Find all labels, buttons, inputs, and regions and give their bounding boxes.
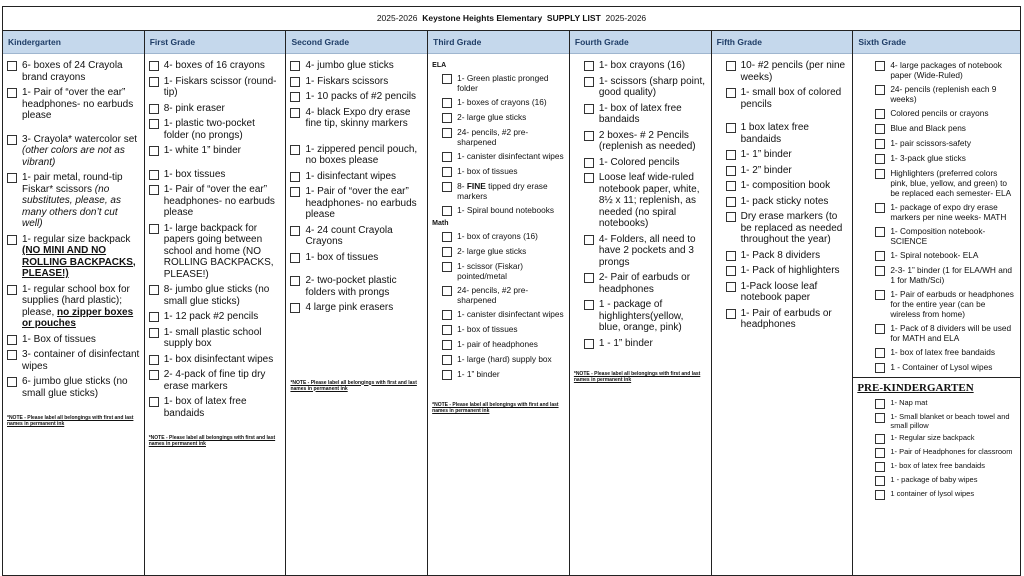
- list-item: 1- Pack of highlighters: [726, 265, 849, 277]
- checkbox[interactable]: [442, 206, 452, 216]
- checkbox[interactable]: [149, 185, 159, 195]
- list-item: 4- jumbo glue sticks: [290, 60, 423, 72]
- list-item: 4- 24 count Crayola Crayons: [290, 225, 423, 248]
- list-item: 1 - Container of Lysol wipes: [875, 362, 1016, 373]
- checkbox[interactable]: [584, 158, 594, 168]
- checkbox[interactable]: [875, 363, 885, 373]
- title-list-label: SUPPLY LIST: [546, 13, 601, 23]
- list-item: 4- large packages of notebook paper (Wide-Ruled): [875, 60, 1016, 80]
- column-fifth-grade: [712, 31, 854, 576]
- checkbox[interactable]: [726, 309, 736, 319]
- list-item: 4- Folders, all need to have 2 pockets and 3 prongs: [584, 234, 707, 269]
- checkbox[interactable]: [442, 247, 452, 257]
- checkbox[interactable]: [7, 335, 17, 345]
- checkbox[interactable]: [584, 131, 594, 141]
- checkbox[interactable]: [149, 170, 159, 180]
- list-item: 24- pencils, #2 pre-sharpened: [442, 127, 565, 147]
- checkbox[interactable]: [290, 253, 300, 263]
- label-note: *NOTE - Please label all belongings with first and last names in permanent ink: [573, 371, 701, 383]
- list-item: 1- Pair of “over the ear” headphones- no earbuds please: [7, 87, 140, 122]
- list-item: 1 - package of highlighters(yellow, blue, orange, pink): [584, 299, 707, 334]
- title-year-left: 2025-2026: [376, 13, 418, 23]
- column-header: Fourth Grade: [570, 31, 711, 54]
- checkbox[interactable]: [149, 224, 159, 234]
- list-item: 4- boxes of 16 crayons: [149, 60, 282, 72]
- label-note: *NOTE - Please label all belongings with first and last names in permanent ink: [432, 402, 559, 414]
- list-item: 1- canister disinfectant wipes: [442, 151, 565, 162]
- list-item: 1 - 1” binder: [584, 338, 707, 350]
- list-item: 1- Regular size backpack: [875, 433, 1016, 444]
- list-item: 4- black Expo dry erase fine tip, skinny markers: [290, 107, 423, 130]
- column-header: Second Grade: [286, 31, 427, 54]
- checkbox[interactable]: [875, 109, 885, 119]
- checkbox[interactable]: [875, 251, 885, 261]
- section-pre-kindergarten: [853, 377, 1020, 500]
- checkbox[interactable]: [875, 169, 885, 179]
- section-label-math: Math: [432, 220, 449, 227]
- list-item: 1- zippered pencil pouch, no boxes please: [290, 144, 423, 167]
- checkbox[interactable]: [875, 348, 885, 358]
- list-item: 8- FINE tipped dry erase markers: [442, 181, 565, 201]
- checkbox[interactable]: [442, 310, 452, 320]
- list-item: 10- #2 pencils (per nine weeks): [726, 60, 849, 83]
- checkbox[interactable]: [726, 251, 736, 261]
- column-fourth-grade: [570, 31, 712, 576]
- list-item: 1- Composition notebook- SCIENCE: [875, 226, 1016, 246]
- checkbox[interactable]: [290, 276, 300, 286]
- list-item: 1- 1” binder: [726, 149, 849, 161]
- checkbox[interactable]: [875, 203, 885, 213]
- checkbox[interactable]: [726, 212, 736, 222]
- list-item: 1- Box of tissues: [7, 334, 140, 346]
- column-third-grade: [428, 31, 570, 576]
- checkbox[interactable]: [726, 123, 736, 133]
- list-item: 1- box of tissues: [442, 324, 565, 335]
- checkbox[interactable]: [875, 490, 885, 500]
- list-item: 1- pair metal, round-tip Fiskar* scissors (no substitutes, please, as many others don’t cut well): [7, 172, 140, 230]
- list-item: 1- Small blanket or beach towel and small pillow: [875, 412, 1016, 430]
- list-item: 1-Pack loose leaf notebook paper: [726, 281, 849, 304]
- checkbox[interactable]: [584, 61, 594, 71]
- label-note: *NOTE - Please label all belongings with first and last names in permanent ink: [290, 379, 417, 392]
- checkbox[interactable]: [149, 146, 159, 156]
- list-item: 1- plastic two-pocket folder (no prongs): [149, 118, 282, 141]
- checkbox[interactable]: [584, 173, 594, 183]
- list-item: 1- pair of headphones: [442, 339, 565, 350]
- list-item: 4 large pink erasers: [290, 302, 423, 314]
- list-item: 1- box of latex free bandaids: [875, 461, 1016, 472]
- checkbox[interactable]: [875, 61, 885, 71]
- list-item: 6- jumbo glue sticks (no small glue sticks): [7, 376, 140, 399]
- list-item: 1- 3-pack glue sticks: [875, 153, 1016, 164]
- list-item: 1- 12 pack #2 pencils: [149, 311, 282, 323]
- checkbox[interactable]: [442, 167, 452, 177]
- list-item: 8- jumbo glue sticks (no small glue sticks): [149, 284, 282, 307]
- column-header: Sixth Grade: [853, 31, 1020, 54]
- list-item: 1- Spiral bound notebooks: [442, 205, 565, 216]
- list-item: 6- boxes of 24 Crayola brand crayons: [7, 60, 140, 83]
- pre-k-heading: PRE-KINDERGARTEN: [857, 382, 974, 394]
- list-item: 2- Pair of earbuds or headphones: [584, 272, 707, 295]
- list-item: 1- Fiskars scissors: [290, 76, 423, 88]
- checkbox[interactable]: [290, 108, 300, 118]
- checkbox[interactable]: [442, 355, 452, 365]
- list-item: 1- box of latex free bandaids: [875, 347, 1016, 358]
- list-item: 1- box disinfectant wipes: [149, 354, 282, 366]
- list-item: 1- Pair of “over the ear” headphones- no earbuds please: [290, 186, 423, 221]
- column-header: Fifth Grade: [712, 31, 853, 54]
- checkbox[interactable]: [7, 285, 17, 295]
- checkbox[interactable]: [875, 154, 885, 164]
- list-item: 1- package of expo dry erase markers per nine weeks- MATH: [875, 202, 1016, 222]
- checkbox[interactable]: [7, 350, 17, 360]
- list-item: 1- Pair of earbuds or headphones for the entire year (can be wireless from home): [875, 289, 1016, 319]
- checkbox[interactable]: [875, 399, 885, 409]
- checkbox[interactable]: [7, 88, 17, 98]
- list-item: 1- Green plastic pronged folder: [442, 73, 565, 93]
- list-item: 1- box of tissues: [290, 252, 423, 264]
- title-school: Keystone Heights Elementary: [422, 13, 543, 23]
- checkbox[interactable]: [584, 300, 594, 310]
- checkbox[interactable]: [584, 104, 594, 114]
- list-item: 1- box of latex free bandaids: [149, 396, 282, 419]
- list-item: 1- Fiskars scissor (round-tip): [149, 76, 282, 99]
- column-first-grade: [145, 31, 287, 576]
- list-item: 1- large (hard) supply box: [442, 354, 565, 365]
- checkbox[interactable]: [875, 434, 885, 444]
- list-item: 1- large backpack for papers going between school and home (NO ROLLING BACKPACKS, PLEASE!): [149, 223, 282, 281]
- checkbox[interactable]: [290, 61, 300, 71]
- checkbox[interactable]: [149, 328, 159, 338]
- checkbox[interactable]: [875, 476, 885, 486]
- checkbox[interactable]: [290, 303, 300, 313]
- checkbox[interactable]: [149, 61, 159, 71]
- list-item: 2- two-pocket plastic folders with prongs: [290, 275, 423, 298]
- checkbox[interactable]: [875, 85, 885, 95]
- list-item: 1- small box of colored pencils: [726, 87, 849, 110]
- checkbox[interactable]: [149, 355, 159, 365]
- checkbox[interactable]: [875, 413, 885, 423]
- list-item: Dry erase markers (to be replaced as needed throughout the year): [726, 211, 849, 246]
- list-item: 1- composition book: [726, 180, 849, 192]
- list-item: 2- large glue sticks: [442, 112, 565, 123]
- checkbox[interactable]: [875, 227, 885, 237]
- list-item: 1- boxes of crayons (16): [442, 97, 565, 108]
- column-header: Third Grade: [428, 31, 569, 54]
- list-item: 3- Crayola* watercolor set (other colors are not as vibrant): [7, 134, 140, 169]
- list-item: 1- Pair of Headphones for classroom: [875, 447, 1016, 458]
- checkbox[interactable]: [149, 119, 159, 129]
- list-item: 1- regular school box for supplies (hard plastic); please, no zipper boxes or pouches: [7, 284, 140, 330]
- checkbox[interactable]: [290, 145, 300, 155]
- list-item: 1- box of tissues: [442, 166, 565, 177]
- list-item: 1- Pack of 8 dividers will be used for MATH and ELA: [875, 323, 1016, 343]
- column-header: Kindergarten: [3, 31, 144, 54]
- checkbox[interactable]: [442, 370, 452, 380]
- list-item: 1- Pack 8 dividers: [726, 250, 849, 262]
- list-item: 1- 1” binder: [442, 369, 565, 380]
- list-item: 1- Pair of earbuds or headphones: [726, 308, 849, 331]
- list-item: 1- 2” binder: [726, 165, 849, 177]
- checkbox[interactable]: [442, 74, 452, 84]
- list-item: 1- box crayons (16): [584, 60, 707, 72]
- checkbox[interactable]: [584, 77, 594, 87]
- list-item: 24- pencils, #2 pre-sharpened: [442, 285, 565, 305]
- checkbox[interactable]: [7, 173, 17, 183]
- checkbox[interactable]: [149, 104, 159, 114]
- list-item: Highlighters (preferred colors pink, blue, yellow, and green) to be replaced each semester- ELA: [875, 168, 1016, 198]
- checkbox[interactable]: [290, 226, 300, 236]
- list-item: Loose leaf wide-ruled notebook paper, white, 8½ x 11; replenish, as needed (no spiral notebooks): [584, 172, 707, 230]
- list-item: 1- small plastic school supply box: [149, 327, 282, 350]
- list-item: 1- canister disinfectant wipes: [442, 309, 565, 320]
- column-sixth-grade: [853, 31, 1020, 576]
- column-header: First Grade: [145, 31, 286, 54]
- title-year-right: 2025-2026: [605, 13, 647, 23]
- checkbox[interactable]: [875, 324, 885, 334]
- checkbox[interactable]: [875, 266, 885, 276]
- checkbox[interactable]: [875, 290, 885, 300]
- checkbox[interactable]: [875, 124, 885, 134]
- list-item: 1- box tissues: [149, 169, 282, 181]
- list-item: 1- scissors (sharp point, good quality): [584, 76, 707, 99]
- list-item: 2- 4-pack of fine tip dry erase markers: [149, 369, 282, 392]
- checkbox[interactable]: [7, 377, 17, 387]
- list-item: 1 container of lysol wipes: [875, 489, 1016, 500]
- page-title: [3, 7, 1020, 31]
- checkbox[interactable]: [442, 262, 452, 272]
- list-item: 8- pink eraser: [149, 103, 282, 115]
- checkbox[interactable]: [875, 448, 885, 458]
- checkbox[interactable]: [442, 340, 452, 350]
- list-item: 1- box of crayons (16): [442, 231, 565, 242]
- list-item: 2-3- 1” binder (1 for ELA/WH and 1 for Math/Sci): [875, 265, 1016, 285]
- list-item: 1- scissor (Fiskar) pointed/metal: [442, 261, 565, 281]
- checkbox[interactable]: [875, 462, 885, 472]
- checkbox[interactable]: [726, 181, 736, 191]
- checkbox[interactable]: [149, 370, 159, 380]
- list-item: 1- 10 packs of #2 pencils: [290, 91, 423, 103]
- checkbox[interactable]: [290, 92, 300, 102]
- checkbox[interactable]: [149, 285, 159, 295]
- list-item: 1- pack sticky notes: [726, 196, 849, 208]
- checkbox[interactable]: [7, 135, 17, 145]
- column-second-grade: [286, 31, 428, 576]
- checkbox[interactable]: [290, 172, 300, 182]
- list-item: 2- large glue sticks: [442, 246, 565, 257]
- list-item: 1- disinfectant wipes: [290, 171, 423, 183]
- checkbox[interactable]: [442, 232, 452, 242]
- checkbox[interactable]: [726, 166, 736, 176]
- checkbox[interactable]: [442, 98, 452, 108]
- list-item: 1- Colored pencils: [584, 157, 707, 169]
- list-item: 1 box latex free bandaids: [726, 122, 849, 145]
- checkbox[interactable]: [726, 150, 736, 160]
- checkbox[interactable]: [7, 235, 17, 245]
- label-note: *NOTE - Please label all belongings with first and last names in permanent ink: [7, 415, 134, 427]
- list-item: 1- white 1” binder: [149, 145, 282, 157]
- section-label-ela: ELA: [432, 62, 447, 69]
- list-item: Colored pencils or crayons: [875, 108, 1016, 119]
- checkbox[interactable]: [442, 152, 452, 162]
- list-item: 1- regular size backpack (NO MINI AND NO ROLLING BACKPACKS, PLEASE!): [7, 234, 140, 280]
- list-item: Blue and Black pens: [875, 123, 1016, 134]
- list-item: 1- Nap mat: [875, 398, 1016, 409]
- list-item: 1- box of latex free bandaids: [584, 103, 707, 126]
- list-item: 3- container of disinfectant wipes: [7, 349, 140, 372]
- checkbox[interactable]: [442, 128, 452, 138]
- checkbox[interactable]: [149, 312, 159, 322]
- checkbox[interactable]: [726, 61, 736, 71]
- supply-list-sheet: [2, 6, 1021, 576]
- checkbox[interactable]: [290, 77, 300, 87]
- checkbox[interactable]: [726, 266, 736, 276]
- checkbox[interactable]: [584, 339, 594, 349]
- checkbox[interactable]: [442, 113, 452, 123]
- checkbox[interactable]: [726, 282, 736, 292]
- checkbox[interactable]: [726, 197, 736, 207]
- checkbox[interactable]: [7, 61, 17, 71]
- checkbox[interactable]: [290, 187, 300, 197]
- list-item: 24- pencils (replenish each 9 weeks): [875, 84, 1016, 104]
- checkbox[interactable]: [726, 88, 736, 98]
- list-item: 1- pair scissors-safety: [875, 138, 1016, 149]
- checkbox[interactable]: [442, 325, 452, 335]
- list-item: 1 - package of baby wipes: [875, 475, 1016, 486]
- list-item: 1- Pair of “over the ear” headphones- no earbuds please: [149, 184, 282, 219]
- column-kindergarten: [3, 31, 145, 576]
- checkbox[interactable]: [442, 286, 452, 296]
- checkbox[interactable]: [442, 182, 452, 192]
- checkbox[interactable]: [875, 139, 885, 149]
- checkbox[interactable]: [584, 235, 594, 245]
- checkbox[interactable]: [149, 397, 159, 407]
- label-note: *NOTE - Please label all belongings with first and last names in permanent ink: [148, 435, 276, 447]
- checkbox[interactable]: [149, 77, 159, 87]
- list-item: 2 boxes- # 2 Pencils (replenish as needed): [584, 130, 707, 153]
- checkbox[interactable]: [584, 273, 594, 283]
- list-item: 1- Spiral notebook- ELA: [875, 250, 1016, 261]
